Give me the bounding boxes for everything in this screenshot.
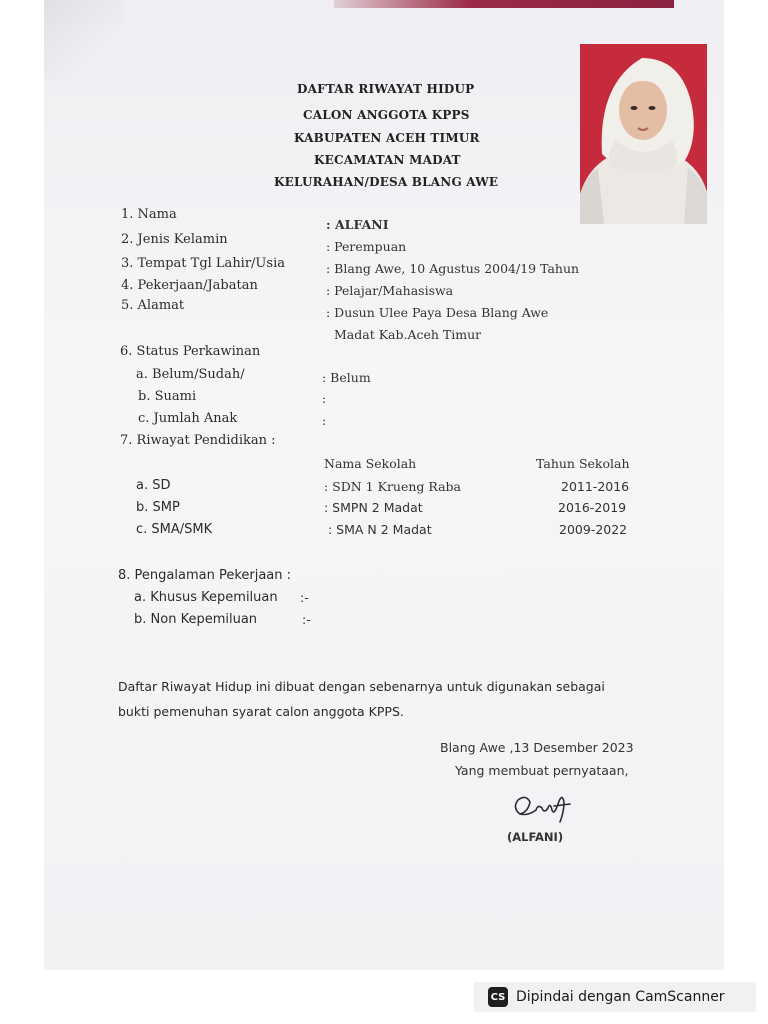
status-heading: 6. Status Perkawinan (120, 344, 261, 359)
experience-value-b: :- (302, 612, 311, 627)
experience-label-a: a. Khusus Kepemiluan (134, 590, 278, 605)
field-value-pekerjaan: : Pelajar/Mahasiswa (326, 283, 454, 298)
status-label-b: b. Suami (138, 389, 197, 404)
experience-label-b: b. Non Kepemiluan (134, 612, 258, 627)
signature (510, 790, 574, 826)
field-value-ttl: : Blang Awe, 10 Agustus 2004/19 Tahun (326, 261, 580, 276)
signer-title: Yang membuat pernyataan, (455, 763, 629, 778)
signer-name: (ALFANI) (507, 830, 564, 844)
status-value-c: : (322, 413, 327, 428)
education-years: 2011-2016 (561, 479, 630, 494)
field-label-alamat: 5. Alamat (121, 298, 185, 313)
field-label-ttl: 3. Tempat Tgl Lahir/Usia (121, 256, 285, 271)
status-value-b: : (322, 391, 327, 406)
profile-photo (580, 44, 707, 224)
field-value-alamat: : Dusun Ulee Paya Desa Blang Awe (326, 305, 549, 320)
field-label-jenis-kelamin: 2. Jenis Kelamin (121, 232, 228, 247)
education-col-school: Nama Sekolah (324, 456, 417, 471)
status-label-a: a. Belum/Sudah/ (136, 367, 245, 382)
field-label-nama: 1. Nama (121, 207, 177, 222)
page-shadow (44, 0, 124, 80)
doc-subtitle-3: KECAMATAN MADAT (314, 153, 461, 167)
doc-subtitle-4: KELURAHAN/DESA BLANG AWE (274, 175, 499, 189)
doc-subtitle-1: CALON ANGGOTA KPPS (303, 108, 470, 122)
statement-paragraph: Daftar Riwayat Hidup ini dibuat dengan sebenarnya untuk digunakan sebagai bukti pemenuhan syarat calon anggota KPPS. (118, 679, 605, 719)
status-value-a: : Belum (322, 370, 371, 385)
experience-heading: 8. Pengalaman Pekerjaan : (118, 568, 292, 583)
status-label-c: c. Jumlah Anak (138, 411, 238, 426)
education-level: a. SD (136, 478, 171, 493)
field-value-nama: : ALFANI (326, 217, 389, 232)
doc-subtitle-2: KABUPATEN ACEH TIMUR (294, 131, 480, 145)
field-value-jenis-kelamin: : Perempuan (326, 239, 407, 254)
education-col-year: Tahun Sekolah (536, 456, 630, 471)
education-level: c. SMA/SMK (136, 522, 213, 537)
camscanner-badge (474, 982, 756, 1012)
education-years: 2009-2022 (559, 522, 628, 537)
education-level: b. SMP (136, 500, 180, 515)
place-date: Blang Awe ,13 Desember 2023 (440, 740, 634, 755)
camscanner-text: Dipindai dengan CamScanner (516, 989, 725, 1005)
document-page (44, 0, 724, 970)
red-edge (334, 0, 674, 8)
education-heading: 7. Riwayat Pendidikan : (120, 433, 276, 448)
field-value-alamat-line2: Madat Kab.Aceh Timur (334, 327, 482, 342)
doc-title: DAFTAR RIWAYAT HIDUP (297, 82, 475, 96)
experience-value-a: :- (300, 590, 309, 605)
education-school: : SMA N 2 Madat (328, 522, 432, 537)
camscanner-icon: CS (488, 987, 508, 1007)
education-years: 2016-2019 (558, 500, 627, 515)
field-label-pekerjaan: 4. Pekerjaan/Jabatan (121, 278, 258, 293)
education-school: : SDN 1 Krueng Raba (324, 479, 461, 494)
education-school: : SMPN 2 Madat (324, 500, 423, 515)
